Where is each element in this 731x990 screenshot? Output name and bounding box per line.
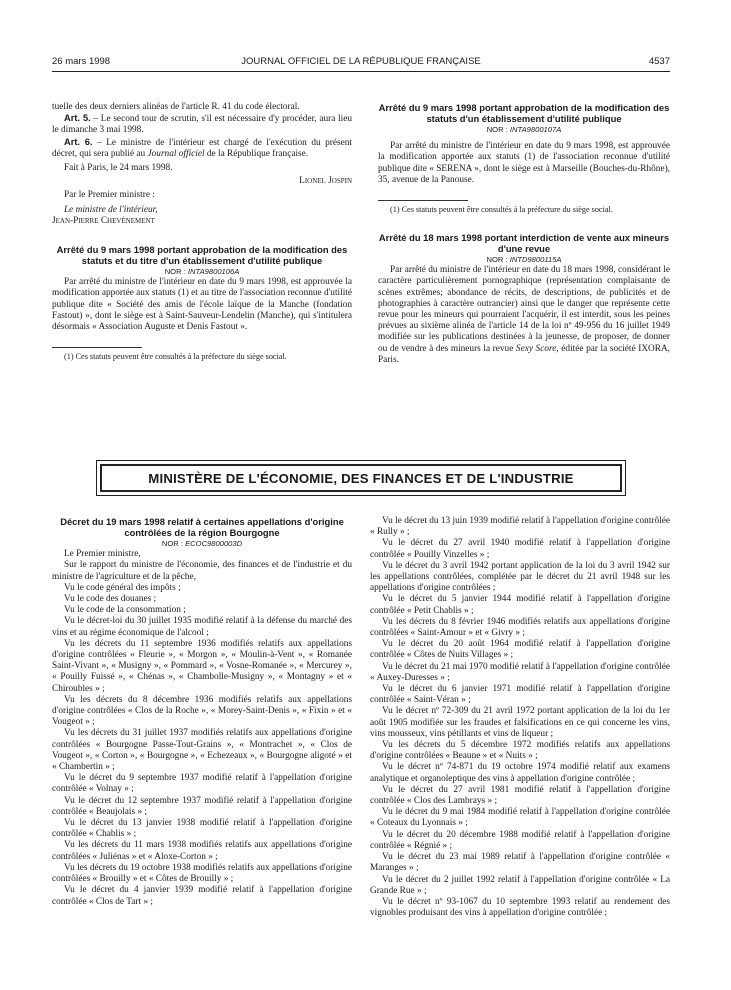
arrete-1-title: Arrêté du 9 mars 1998 portant approbation de la modification des statuts et du titre d'un établissement d'utilité publique: [56, 244, 348, 267]
arrete-1-body: Par arrêté du ministre de l'intérieur en date du 9 mars 1998, est approuvée la modification apportée aux statuts (1) et au titre de l'association reconnue d'utilité publique dite « Société des amis de l'école laïque de la Manche (fondation Fastout) », dont le siège est à Saint-Sauveur-Lendelin (Manche), qui s'intitulera désormais « Association Auguste et Denis Fastout ».: [52, 277, 352, 333]
visa-paragraph: Vu le décret nº 93-1067 du 10 septembre 1993 relatif au rendement des vignobles produisant des vins à appellation d'origine contrôlée ;: [370, 896, 670, 919]
decret-nor: [52, 538, 352, 549]
article-5-text: – Le second tour de scrutin, s'il est nécessaire d'y procéder, aura lieu le dimanche 3 mai 1998.: [52, 114, 352, 136]
visa-paragraph: Vu le décret du 27 avril 1940 modifié relatif à l'appellation d'origine contrôlée « Pouilly Vinzelles » ;: [370, 538, 670, 560]
article-6-journal: Journal officiel: [147, 148, 205, 159]
page-number: 4537: [648, 56, 670, 67]
column-bottom-right: [370, 516, 670, 919]
visa-paragraph: Vu les décrets du 19 octobre 1938 modifiés relatifs aux appellations d'origine contrôlées « Brouilly » et « Côtes de Brouilly » ;: [52, 862, 352, 885]
nor-code: INTA9800106A: [187, 267, 240, 277]
visa-paragraph: Vu le décret du 20 août 1964 modifié relatif à l'appellation d'origine contrôlée « Côtes de Nuits Villages » ;: [370, 639, 670, 661]
column-bottom-left: [52, 516, 352, 908]
arrete-3-body-b: , éditée par la société IXORA, Paris.: [378, 343, 670, 365]
arrete-3-body-a: Par arrêté du ministre de l'intérieur en date du 18 mars 1998, considérant le caractère particulièrement pornographique (représentation complaisante de scènes extrêmes; abondance de récits, de descriptions, de publicités et de photographies à caractère outrancier) ainsi que le danger que représente cette revue pour les mineurs qui pourraient l'acquérir, il est interdit, sous les peines prévues au sixième alinéa de l'article 14 de la loi nº 49-956 du 16 juillet 1949 modifiée sur les publications destinées à la jeunesse, de proposer, de donner ou de vendre à des mineurs la revue: [378, 265, 670, 354]
issue-date: 26 mars 1998: [52, 56, 111, 67]
visa-paragraph: Vu le décret du 27 avril 1981 modifié relatif à l'appellation d'origine contrôlée « Clos des Lambrays » ;: [370, 784, 670, 807]
visa-paragraph: Vu les décrets du 11 mars 1938 modifiés relatifs aux appellations d'origine contrôlées « Juliénas » et « Aloxe-Corton » ;: [52, 840, 352, 862]
signature-date: Fait à Paris, le 24 mars 1998.: [64, 163, 173, 174]
arrete-3-body: [378, 265, 670, 366]
visa-paragraph: Vu le décret du 9 septembre 1937 modifié relatif à l'appellation d'origine contrôlée « Volnay » ;: [52, 773, 352, 795]
visa-paragraph: Vu le décret du 4 janvier 1939 modifié relatif à l'appellation d'origine contrôlée « Clos de Tart » ;: [52, 885, 352, 907]
visa-paragraph: Vu le décret du 21 mai 1970 modifié relatif à l'appellation d'origine contrôlée « Auxey-Duresses » ;: [370, 661, 670, 683]
footnote-rule: [52, 347, 142, 348]
visa-paragraph: Vu le décret du 20 décembre 1988 modifié relatif à l'appellation d'origine contrôlée « Régnié » ;: [370, 829, 670, 851]
visa-paragraph: Vu le décret du 3 avril 1942 portant application de la loi du 3 avril 1942 sur les appellations contrôlées, complétée par le décret du 21 avril 1948 sur les appellations d'origine contrôlées ;: [370, 560, 670, 594]
signer-minister: Jean-Pierre Chevènement: [52, 215, 155, 226]
nor-code: INTA9800107A: [509, 125, 562, 134]
arrete-1-nor: [52, 266, 352, 277]
article-5-label: Art. 5.: [64, 113, 91, 124]
arrete-3-nor: [378, 254, 670, 265]
page-header: [52, 56, 670, 70]
footnote-rule: [378, 200, 468, 201]
nor-label: NOR :: [164, 267, 188, 277]
visa-paragraph: Vu le code général des impôts ;: [64, 582, 181, 593]
article-6-text-b: de la République française.: [204, 148, 309, 159]
nor-label: NOR :: [486, 255, 510, 265]
arrete-3-revue-name: Sexy Score: [515, 343, 557, 354]
decret-title: Décret du 19 mars 1998 relatif à certaines appellations d'origine contrôlées de la région Bourgogne: [60, 516, 344, 538]
visa-paragraph: Vu le décret nº 74-871 du 19 octobre 1974 modifié relatif aux examens analytique et organoleptique des vins à appellation d'origine contrôlée ;: [370, 762, 670, 784]
visa-paragraph: Vu les décrets du 31 juillet 1937 modifiés relatifs aux appellations d'origine contrôlées « Bourgogne Passe-Tout-Grains », « Montrachet », « Clos de Vougeot », « Corton », « Bourgogne », « Echezeaux », « Bourgogne aligoté » et « Chambertin » ;: [52, 728, 352, 773]
visa-paragraph: Vu les décrets du 11 septembre 1936 modifiés relatifs aux appellations d'origine contrôlées « Fleurie », « Morgon », « Moulin-à-Vent », « Romanée Saint-Vivant », « Musigny », « Pommard », « Vosne-Romanée », « Mercurey », « Pouilly Fuissé », « Chénas », « Chambolle-Musigny », « Montagny » et « Chiroubles » ;: [52, 638, 352, 694]
column-top-left: [52, 102, 352, 362]
arrete-2-nor: [378, 124, 670, 135]
visa-paragraph: Vu le décret du 9 mai 1984 modifié relatif à l'appellation d'origine contrôlée « Coteaux du Lyonnais » ;: [370, 807, 670, 829]
arrete-1-footnote: (1) Ces statuts peuvent être consultés à la préfecture du siège social.: [64, 352, 287, 362]
article-6-text-a: – Le ministre de l'intérieur est chargé de l'exécution du présent décret, qui sera publié au: [52, 137, 352, 159]
continued-text: tuelle des deux derniers alinéas de l'article R. 41 du code électoral.: [52, 102, 300, 112]
journal-title: JOURNAL OFFICIEL DE LA RÉPUBLIQUE FRANÇAISE: [241, 56, 481, 67]
minister-title: Le ministre de l'intérieur,: [64, 204, 158, 215]
visa-paragraph: Sur le rapport du ministre de l'économie, des finances et de l'industrie et du ministre de l'agriculture et de la pêche,: [52, 560, 352, 582]
nor-code: INTD9800115A: [509, 255, 562, 265]
article-6: [52, 137, 352, 160]
decret-visas: [52, 549, 352, 908]
nor-label: NOR :: [161, 539, 186, 548]
article-6-label: Art. 6.: [64, 136, 93, 147]
visa-paragraph: Vu les décrets du 8 décembre 1936 modifiés relatifs aux appellations d'origine contrôlées « Clos de la Roche », « Morey-Saint-Denis », « Fixin » et « Vougeot » ;: [52, 694, 352, 728]
header-rule: [52, 71, 670, 72]
arrete-2-body: Par arrêté du ministre de l'intérieur en date du 9 mars 1998, est approuvée la modification apportée aux statuts (1) de l'association reconnue d'utilité publique dite « SERENA », dont le siège est à Marseille (Bouches-du-Rhône), 35, avenue de la Panouse.: [378, 141, 670, 185]
signer-prime-minister: Lionel Jospin: [299, 176, 352, 187]
visa-paragraph: Le Premier ministre,: [64, 549, 141, 560]
decret-visas-continued: [370, 516, 670, 919]
visa-paragraph: Vu les décrets du 8 février 1946 modifiés relatifs aux appellations d'origine contrôlées « Saint-Amour » et « Givry » ;: [370, 616, 670, 639]
arrete-3-title: Arrêté du 18 mars 1998 portant interdiction de vente aux mineurs d'une revue: [378, 232, 670, 255]
visa-paragraph: Vu le décret du 2 juillet 1992 relatif à l'appellation d'origine contrôlée « La Grande Rue » ;: [370, 874, 670, 896]
visa-paragraph: Vu le code de la consommation ;: [64, 605, 186, 616]
visa-paragraph: Vu les décrets du 5 décembre 1972 modifiés relatifs aux appellations d'origine contrôlées « Beaune » et « Nuits » ;: [370, 740, 670, 762]
nor-code: ECOC9800003D: [185, 539, 243, 548]
visa-paragraph: Vu le décret du 12 septembre 1937 modifié relatif à l'appellation d'origine contrôlée « Beaujolais » ;: [52, 795, 352, 817]
nor-label: NOR :: [486, 125, 510, 134]
arrete-2-footnote: (1) Ces statuts peuvent être consultés à la préfecture du siège social.: [390, 205, 613, 215]
visa-paragraph: Vu le décret du 13 juin 1939 modifié relatif à l'appellation d'origine contrôlée « Rully » ;: [370, 516, 670, 538]
column-top-right: [378, 102, 670, 366]
visa-paragraph: Vu le décret du 5 janvier 1944 modifié relatif à l'appellation d'origine contrôlée « Petit Chablis » ;: [370, 594, 670, 616]
visa-paragraph: Vu le décret nº 72-309 du 21 avril 1972 portant application de la loi du 1er août 1905 modifiée sur les fraudes et falsifications en ce qui concerne les vins, vins mousseux, vins pétillants et vins de liqueur ;: [370, 706, 670, 739]
by-prime-minister: Par le Premier ministre :: [64, 190, 155, 201]
visa-paragraph: Vu le décret-loi du 30 juillet 1935 modifié relatif à la défense du marché des vins et au régime économique de l'alcool ;: [52, 616, 352, 638]
ministry-heading: MINISTÈRE DE L'ÉCONOMIE, DES FINANCES ET DE L'INDUSTRIE: [100, 464, 622, 492]
visa-paragraph: Vu le décret du 6 janvier 1971 modifié relatif à l'appellation d'origine contrôlée « Saint-Véran » ;: [370, 684, 670, 706]
visa-paragraph: Vu le code des douanes ;: [64, 594, 157, 605]
article-5: [52, 113, 352, 136]
visa-paragraph: Vu le décret du 23 mai 1989 relatif à l'appellation d'origine contrôlée « Maranges » ;: [370, 852, 670, 874]
arrete-2-title: Arrêté du 9 mars 1998 portant approbation de la modification des statuts d'un établissement d'utilité publique: [378, 102, 670, 124]
visa-paragraph: Vu le décret du 13 janvier 1938 modifié relatif à l'appellation d'origine contrôlée « Chablis » ;: [52, 818, 352, 840]
